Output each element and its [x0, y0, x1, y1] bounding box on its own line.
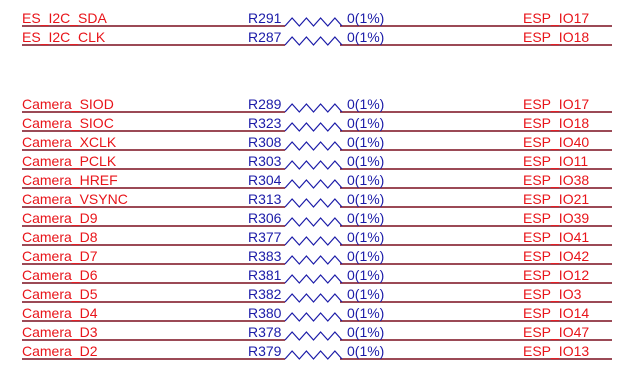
zigzag-resistor-icon — [285, 294, 342, 302]
zigzag-resistor-icon — [285, 142, 342, 150]
zigzag-resistor-icon — [285, 161, 342, 169]
resistor-value: 0(1%) — [347, 29, 385, 45]
net-label-right: ESP_IO42 — [523, 248, 590, 264]
resistor-designator: R381 — [248, 267, 282, 283]
resistor-designator: R303 — [248, 153, 282, 169]
net-label-left: Camera_D4 — [22, 305, 98, 321]
resistor-designator: R380 — [248, 305, 282, 321]
resistor-designator: R306 — [248, 210, 282, 226]
resistor-designator: R382 — [248, 286, 282, 302]
resistor-value: 0(1%) — [347, 286, 385, 302]
resistor-row — [22, 210, 612, 226]
net-label-left: Camera_D7 — [22, 248, 98, 264]
zigzag-resistor-icon — [285, 275, 342, 283]
net-label-right: ESP_IO18 — [523, 115, 590, 131]
zigzag-resistor-icon — [285, 199, 342, 207]
resistor-value: 0(1%) — [347, 210, 385, 226]
resistor-value: 0(1%) — [347, 191, 385, 207]
zigzag-resistor-icon — [285, 332, 342, 340]
resistor-row — [22, 343, 612, 359]
resistor-row — [22, 134, 612, 150]
resistor-value: 0(1%) — [347, 324, 385, 340]
resistor-row — [22, 10, 612, 26]
resistor-row — [22, 248, 612, 264]
net-label-right: ESP_IO11 — [523, 153, 589, 169]
resistor-designator: R323 — [248, 115, 282, 131]
net-label-left: Camera_D9 — [22, 210, 98, 226]
zigzag-resistor-icon — [285, 237, 342, 245]
resistor-value: 0(1%) — [347, 229, 385, 245]
resistor-designator: R379 — [248, 343, 282, 359]
resistor-value: 0(1%) — [347, 115, 385, 131]
zigzag-resistor-icon — [285, 123, 342, 131]
resistor-value: 0(1%) — [347, 248, 385, 264]
net-label-left: Camera_VSYNC — [22, 191, 128, 207]
resistor-row — [22, 172, 612, 188]
resistor-value: 0(1%) — [347, 10, 385, 26]
resistor-row — [22, 96, 612, 112]
resistor-designator: R304 — [248, 172, 282, 188]
net-label-right: ESP_IO12 — [523, 267, 590, 283]
net-label-left: Camera_HREF — [22, 172, 118, 188]
resistor-value: 0(1%) — [347, 153, 385, 169]
net-label-left: ES_I2C_CLK — [22, 29, 106, 45]
net-label-right: ESP_IO14 — [523, 305, 590, 321]
resistor-value: 0(1%) — [347, 134, 385, 150]
resistor-row — [22, 153, 612, 169]
resistor-row — [22, 324, 612, 340]
zigzag-resistor-icon — [285, 37, 342, 45]
net-label-left: Camera_PCLK — [22, 153, 117, 169]
resistor-designator: R287 — [248, 29, 282, 45]
zigzag-resistor-icon — [285, 18, 342, 26]
resistor-designator: R291 — [248, 10, 282, 26]
net-label-right: ESP_IO47 — [523, 324, 590, 340]
net-label-left: Camera_D8 — [22, 229, 98, 245]
resistor-value: 0(1%) — [347, 305, 385, 321]
zigzag-resistor-icon — [285, 104, 342, 112]
zigzag-resistor-icon — [285, 218, 342, 226]
net-label-left: Camera_SIOD — [22, 96, 114, 112]
resistor-row — [22, 191, 612, 207]
resistor-designator: R383 — [248, 248, 282, 264]
net-label-right: ESP_IO40 — [523, 134, 590, 150]
net-label-left: Camera_D6 — [22, 267, 98, 283]
net-label-left: Camera_XCLK — [22, 134, 117, 150]
resistor-row — [22, 229, 612, 245]
resistor-designator: R313 — [248, 191, 282, 207]
resistor-row — [22, 286, 612, 302]
resistor-designator: R289 — [248, 96, 282, 112]
resistor-value: 0(1%) — [347, 172, 385, 188]
net-label-right: ESP_IO41 — [523, 229, 590, 245]
zigzag-resistor-icon — [285, 256, 342, 264]
resistor-row — [22, 305, 612, 321]
net-label-right: ESP_IO38 — [523, 172, 590, 188]
resistor-value: 0(1%) — [347, 343, 385, 359]
net-label-right: ESP_IO17 — [523, 96, 590, 112]
net-label-right: ESP_IO3 — [523, 286, 582, 302]
net-label-right: ESP_IO39 — [523, 210, 590, 226]
zigzag-resistor-icon — [285, 351, 342, 359]
net-label-left: Camera_D3 — [22, 324, 98, 340]
zigzag-resistor-icon — [285, 313, 342, 321]
net-label-right: ESP_IO17 — [523, 10, 590, 26]
resistor-designator: R377 — [248, 229, 282, 245]
resistor-value: 0(1%) — [347, 96, 385, 112]
net-label-left: Camera_D2 — [22, 343, 98, 359]
net-label-right: ESP_IO21 — [523, 191, 590, 207]
net-label-left: Camera_SIOC — [22, 115, 114, 131]
resistor-row — [22, 29, 612, 45]
resistor-designator: R308 — [248, 134, 282, 150]
net-label-left: ES_I2C_SDA — [22, 10, 107, 26]
net-label-left: Camera_D5 — [22, 286, 98, 302]
resistor-designator: R378 — [248, 324, 282, 340]
net-label-right: ESP_IO13 — [523, 343, 590, 359]
resistor-value: 0(1%) — [347, 267, 385, 283]
resistor-row — [22, 115, 612, 131]
resistor-row — [22, 267, 612, 283]
zigzag-resistor-icon — [285, 180, 342, 188]
net-label-right: ESP_IO18 — [523, 29, 590, 45]
